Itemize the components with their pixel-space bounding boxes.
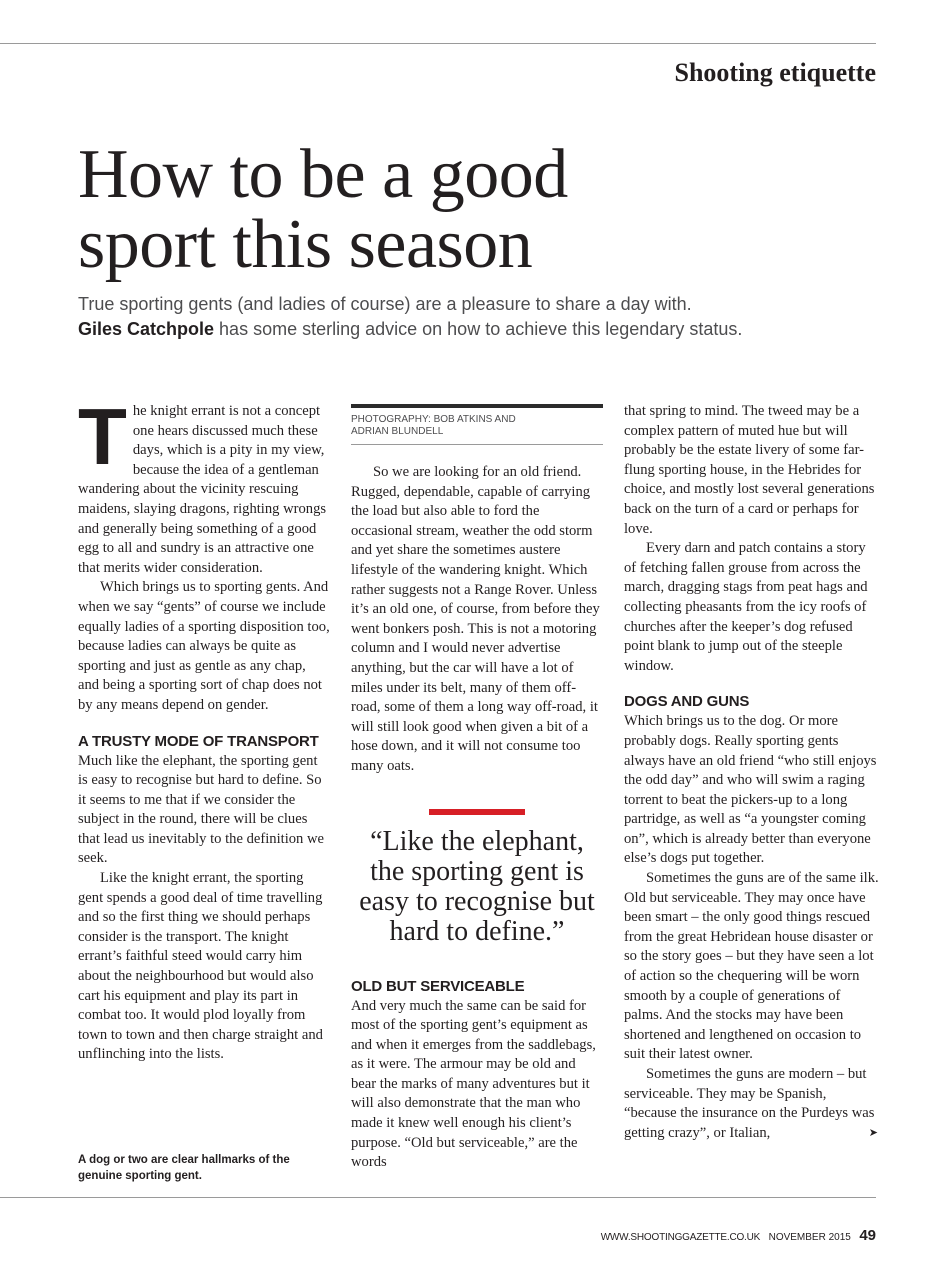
drop-cap: T — [78, 392, 127, 481]
article-column-2 — [351, 402, 603, 1173]
section-label: Shooting etiquette — [674, 58, 876, 87]
paragraph: So we are looking for an old friend. Rugged, dependable, capable of carrying the load but also able to ford the occasional stream, weather the odd storm and yet share the sometimes austere lifestyle of the wandering knight. Which rather suggests not a Range Rover. Unless it’s an old one, of course, from before they went bonkers posh. This is not a motoring column and I would never advertise anything, but the car will have a lot of miles under its belt, many of them off-road, some of them a long way off-road, it will still look good when given a bit of a hose down, and it will not consume too many oats. — [351, 464, 600, 774]
paragraph: Much like the elephant, the sporting gent is easy to recognise but hard to define. So it seems to me that if we consider the subject in the round, there will be clues that lead us inevitably to the definition we seek. — [78, 752, 325, 867]
pull-quote-text: “Like the elephant, the sporting gent is easy to recognise but hard to define.” — [359, 825, 595, 947]
paragraph — [78, 392, 330, 578]
bottom-rule — [0, 1197, 876, 1198]
headline-line-1: How to be a good — [78, 136, 568, 213]
pull-quote — [351, 809, 603, 947]
subhead-serviceable: OLD BUT SERVICEABLE — [351, 977, 525, 995]
page-footer — [601, 1227, 876, 1245]
photo-credit-line-1: PHOTOGRAPHY: BOB ATKINS AND — [351, 414, 516, 425]
subhead-transport: A TRUSTY MODE OF TRANSPORT — [78, 732, 319, 750]
paragraph — [624, 1065, 880, 1143]
page-number: 49 — [859, 1227, 876, 1244]
subhead-dogs-and-guns: DOGS AND GUNS — [624, 693, 750, 711]
standfirst-line-2-text: has some sterling advice on how to achieve this legendary status. — [214, 319, 743, 339]
article-column-1 — [78, 392, 330, 1065]
paragraph: Sometimes the guns are of the same ilk. Old but serviceable. They may once have been smart – the only good things rescued from the great Hebridean house disaster or so the story goes – but they have seen a lot of action so the chequering will be worn smooth by a couple of generations of palms. And the stocks may have been shortened and lengthened on occasion to suit their latest owner. — [624, 870, 879, 1063]
photo-caption: A dog or two are clear hallmarks of the genuine sporting gent. — [78, 1154, 290, 1182]
article-column-3 — [624, 402, 880, 1143]
footer-url: WWW.SHOOTINGGAZETTE.CO.UK — [600, 1232, 761, 1243]
paragraph: that spring to mind. The tweed may be a complex pattern of muted hue but will probably be the estate livery of some far-flung sporting house, in the Hebrides for choice, and mostly lost several generations back on the turn of a card or perhaps for love. — [624, 403, 875, 537]
standfirst-line-2 — [78, 317, 898, 342]
headline — [78, 136, 878, 283]
headline-line-2: sport this season — [78, 206, 533, 283]
paragraph: Every darn and patch contains a story of fetching fallen grouse from across the march, dragging stags from peat hags and collecting pheasants from the icy roofs of churches after the keeper’s dog refused point blank to jump out of the steeple window. — [624, 540, 868, 674]
continue-arrow-icon: ➤ — [868, 1126, 878, 1139]
paragraph-text: Sometimes the guns are modern – but serviceable. They may be Spanish, “because the insurance on the Purdeys was getting crazy”, or Italian, — [624, 1066, 875, 1141]
paragraph-text: he knight errant is not a concept one hears discussed much these days, which is a pity in my view, because the idea of a gentleman wandering about the vicinity rescuing maidens, slaying dragons, righting wrongs and generally being something of a good egg to all and sundry is an attractive one that merits wider consideration. — [78, 403, 327, 576]
photo-credit-line-2: ADRIAN BLUNDELL — [351, 426, 444, 437]
paragraph: Like the knight errant, the sporting gent spends a good deal of time travelling and so the first thing we should perhaps consider is the transport. The knight errant’s faithful steed would carry him about the neighbourhood but would also cart his equipment and play its part in combat too. It would plod loyally from town to town and then charge straight and unflinching into the lists. — [78, 870, 323, 1063]
paragraph: Which brings us to sporting gents. And when we say “gents” of course we include equally ladies of a sporting disposition too, because ladies can always be quite as sporting and just as gentle as any chap, and being a sporting sort of chap does not by any means depend on gender. — [78, 579, 330, 713]
photo-credit — [351, 404, 603, 445]
pull-quote-accent-bar — [429, 809, 525, 815]
standfirst — [78, 292, 898, 342]
paragraph: And very much the same can be said for most of the sporting gent’s equipment as and when it emerges from the saddlebags, as it were. The armour may be old and bear the marks of many adventures but it will also demonstrate that the man who made it knew well enough his client’s purpose. “Old but serviceable,” are the words — [351, 997, 596, 1171]
author-name: Giles Catchpole — [78, 319, 215, 339]
paragraph: Which brings us to the dog. Or more probably dogs. Really sporting gents always have an old friend “who still enjoys the odd day” and who will swim a raging torrent to beat the pickers-up to a long partridge, as well as “a youngster coming on”, which is already better than everyone else’s dogs put together. — [624, 713, 877, 867]
standfirst-line-1: True sporting gents (and ladies of course) are a pleasure to share a day with. — [78, 294, 692, 314]
top-rule — [0, 43, 876, 44]
footer-issue: NOVEMBER 2015 — [768, 1232, 851, 1243]
